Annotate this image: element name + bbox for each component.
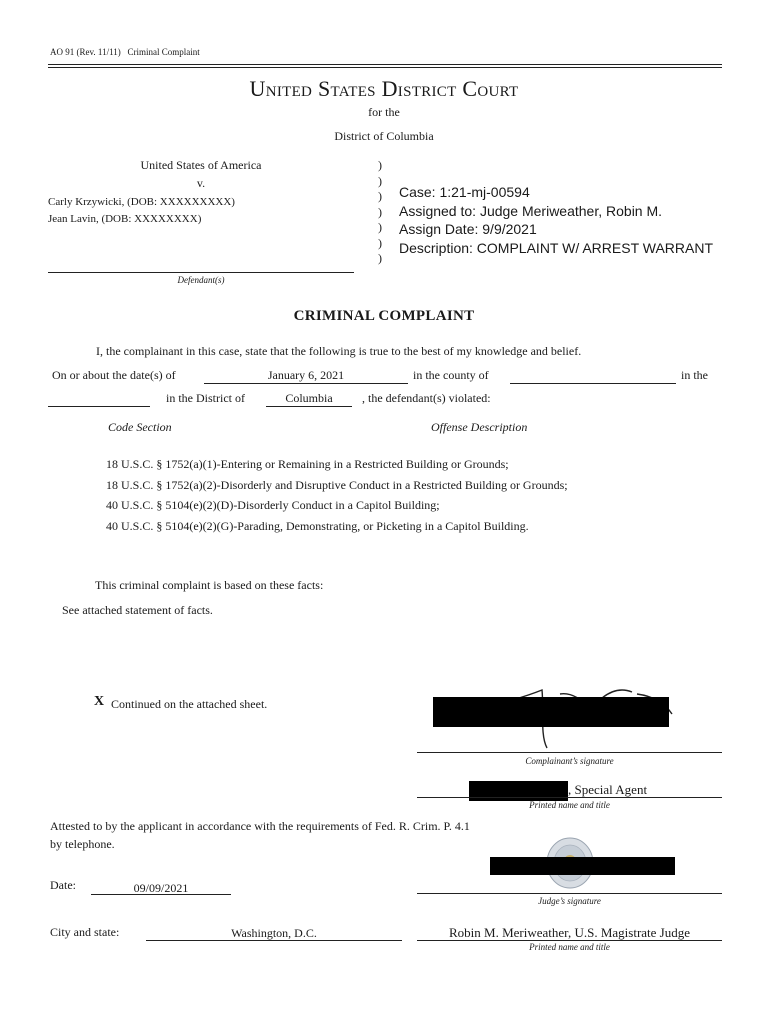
complainant-signature-rule — [417, 752, 722, 753]
offense-description-header: Offense Description — [431, 420, 528, 434]
assign-date: Assign Date: 9/9/2021 — [399, 221, 537, 237]
district-prefix: in the District of — [166, 391, 245, 405]
offense-line: 40 U.S.C. § 5104(e)(2)(G)-Parading, Demonstrating, or Picketing in a Capitol Building. — [106, 518, 529, 533]
district-blank-rule — [48, 406, 150, 407]
continued-checkbox[interactable]: X — [94, 694, 105, 709]
for-the: for the — [368, 105, 400, 119]
header-rule-2 — [48, 67, 722, 68]
complainant-signature-label: Complainant’s signature — [525, 756, 614, 766]
city-rule — [146, 940, 402, 941]
defendant-rule — [48, 272, 354, 273]
case-stamp — [399, 183, 713, 257]
offense-list — [106, 454, 568, 536]
complainant-title: , Special Agent — [568, 782, 648, 797]
caption-parens: ) ) ) ) ) ) ) — [378, 158, 382, 265]
date-label: Date: — [50, 878, 76, 892]
offense-date-rule — [204, 383, 408, 384]
judge-signature-rule — [417, 893, 722, 894]
header-rule-1 — [48, 64, 722, 65]
defendants-label: Defendant(s) — [177, 275, 225, 285]
in-the: in the — [681, 368, 708, 382]
violated-text: , the defendant(s) violated: — [362, 391, 491, 405]
complainant-printed-name-label: Printed name and title — [529, 800, 610, 810]
complainant-name-redaction — [469, 781, 568, 801]
complainant-signature-redaction — [433, 697, 669, 727]
city-label: City and state: — [50, 925, 120, 939]
judge-name-rule — [417, 940, 722, 941]
plaintiff: United States of America — [140, 158, 262, 172]
district-value-rule — [266, 406, 352, 407]
offense-line: 18 U.S.C. § 1752(a)(2)-Disorderly and Disruptive Conduct in a Restricted Building or Grounds; — [106, 477, 568, 492]
case-description: Description: COMPLAINT W/ ARREST WARRANT — [399, 239, 714, 256]
defendant-2: Jean Lavin, (DOB: XXXXXXXX) — [48, 213, 202, 225]
assigned-judge: Assigned to: Judge Meriweather, Robin M. — [399, 202, 663, 219]
date-rule — [91, 894, 231, 895]
court-title: United States District Court — [249, 76, 519, 101]
offense-line: 18 U.S.C. § 1752(a)(1)-Entering or Remaining in a Restricted Building or Grounds; — [106, 457, 509, 471]
continued-label: Continued on the attached sheet. — [111, 697, 268, 711]
date-value: 09/09/2021 — [133, 881, 189, 895]
judge-name: Robin M. Meriweather, U.S. Magistrate Judge — [448, 925, 691, 940]
date-prefix: On or about the date(s) of — [52, 368, 176, 382]
case-number: Case: 1:21-mj-00594 — [399, 184, 530, 200]
form-code: AO 91 (Rev. 11/11) Criminal Complaint — [50, 47, 200, 57]
judge-printed-name-label: Printed name and title — [529, 942, 610, 952]
county-label: in the county of — [413, 368, 489, 382]
offense-line: 40 U.S.C. § 5104(e)(2)(D)-Disorderly Conduct in a Capitol Building; — [106, 498, 440, 512]
judge-signature-label: Judge’s signature — [538, 896, 601, 906]
versus: v. — [196, 176, 206, 190]
attestation-line-1: Attested to by the applicant in accordance with the requirements of Fed. R. Crim. P. 4.1 — [50, 819, 470, 833]
complaint-intro: I, the complainant in this case, state that the following is true to the best of my knowledge and belief. — [96, 344, 582, 358]
code-section-header: Code Section — [108, 420, 172, 434]
complaint-heading: CRIMINAL COMPLAINT — [293, 308, 475, 324]
facts-statement: See attached statement of facts. — [62, 603, 213, 617]
defendant-1: Carly Krzywicki, (DOB: XXXXXXXXX) — [48, 196, 235, 208]
district-name: District of Columbia — [334, 129, 434, 143]
attestation-line-2: by telephone. — [50, 837, 115, 851]
offense-date: January 6, 2021 — [267, 368, 345, 382]
city-value: Washington, D.C. — [231, 926, 317, 940]
district-value: Columbia — [285, 391, 333, 405]
judge-signature-redaction — [490, 857, 675, 875]
facts-intro: This criminal complaint is based on these facts: — [95, 578, 324, 592]
complainant-name-rule — [417, 797, 722, 798]
county-rule — [510, 383, 676, 384]
